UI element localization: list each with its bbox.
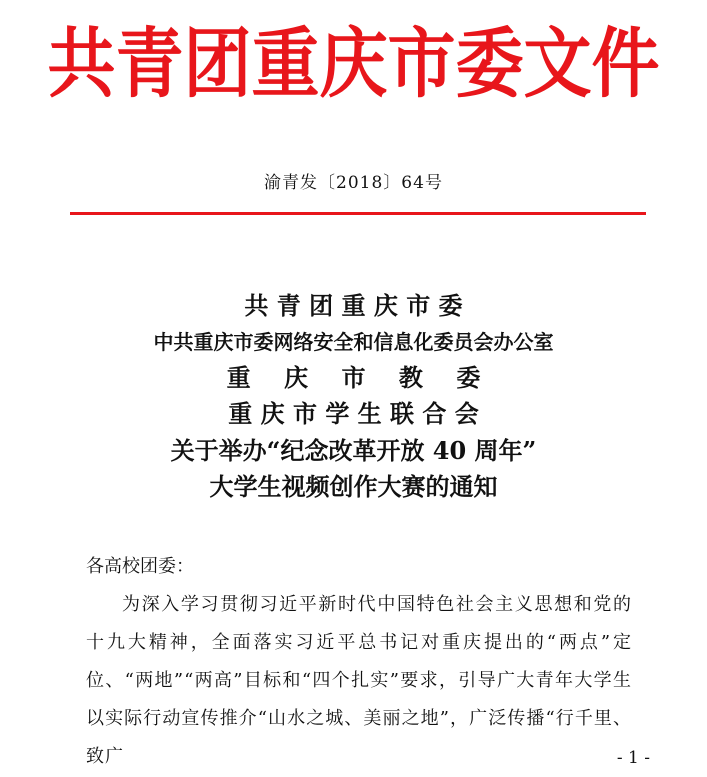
salutation: 各高校团委： <box>86 556 194 577</box>
document-title <box>0 433 707 505</box>
document-body <box>86 548 632 776</box>
document-number: 渝青发〔2018〕64号 <box>264 173 443 193</box>
issuer-line: 共 青 团 重 庆 市 委 <box>244 291 463 320</box>
page-number: - 1 - <box>616 748 650 768</box>
issuer-line: 中共重庆市委网络安全和信息化委员会办公室 <box>153 330 554 354</box>
issuer-block <box>0 288 707 432</box>
body-paragraph: 为深入学习贯彻习近平新时代中国特色社会主义思想和党的十九大精神，全面落实习近平总书记对重庆提出的“两点”定位、“两地”“两高”目标和“四个扎实”要求，引导广大青年大学生以实际行动宣传推介“山水之城、美丽之地”，广泛传播“行千里、致广 <box>86 594 632 767</box>
issuer-line: 重 庆 市 教 委 <box>226 363 481 392</box>
issuer-line: 重 庆 市 学 生 联 合 会 <box>228 399 479 428</box>
red-divider <box>70 212 646 215</box>
title-line: 大学生视频创作大赛的通知 <box>209 472 498 501</box>
title-line: 关于举办“纪念改革开放 40 周年” <box>170 436 537 465</box>
masthead-title: 共青团重庆市委文件 <box>47 19 660 109</box>
